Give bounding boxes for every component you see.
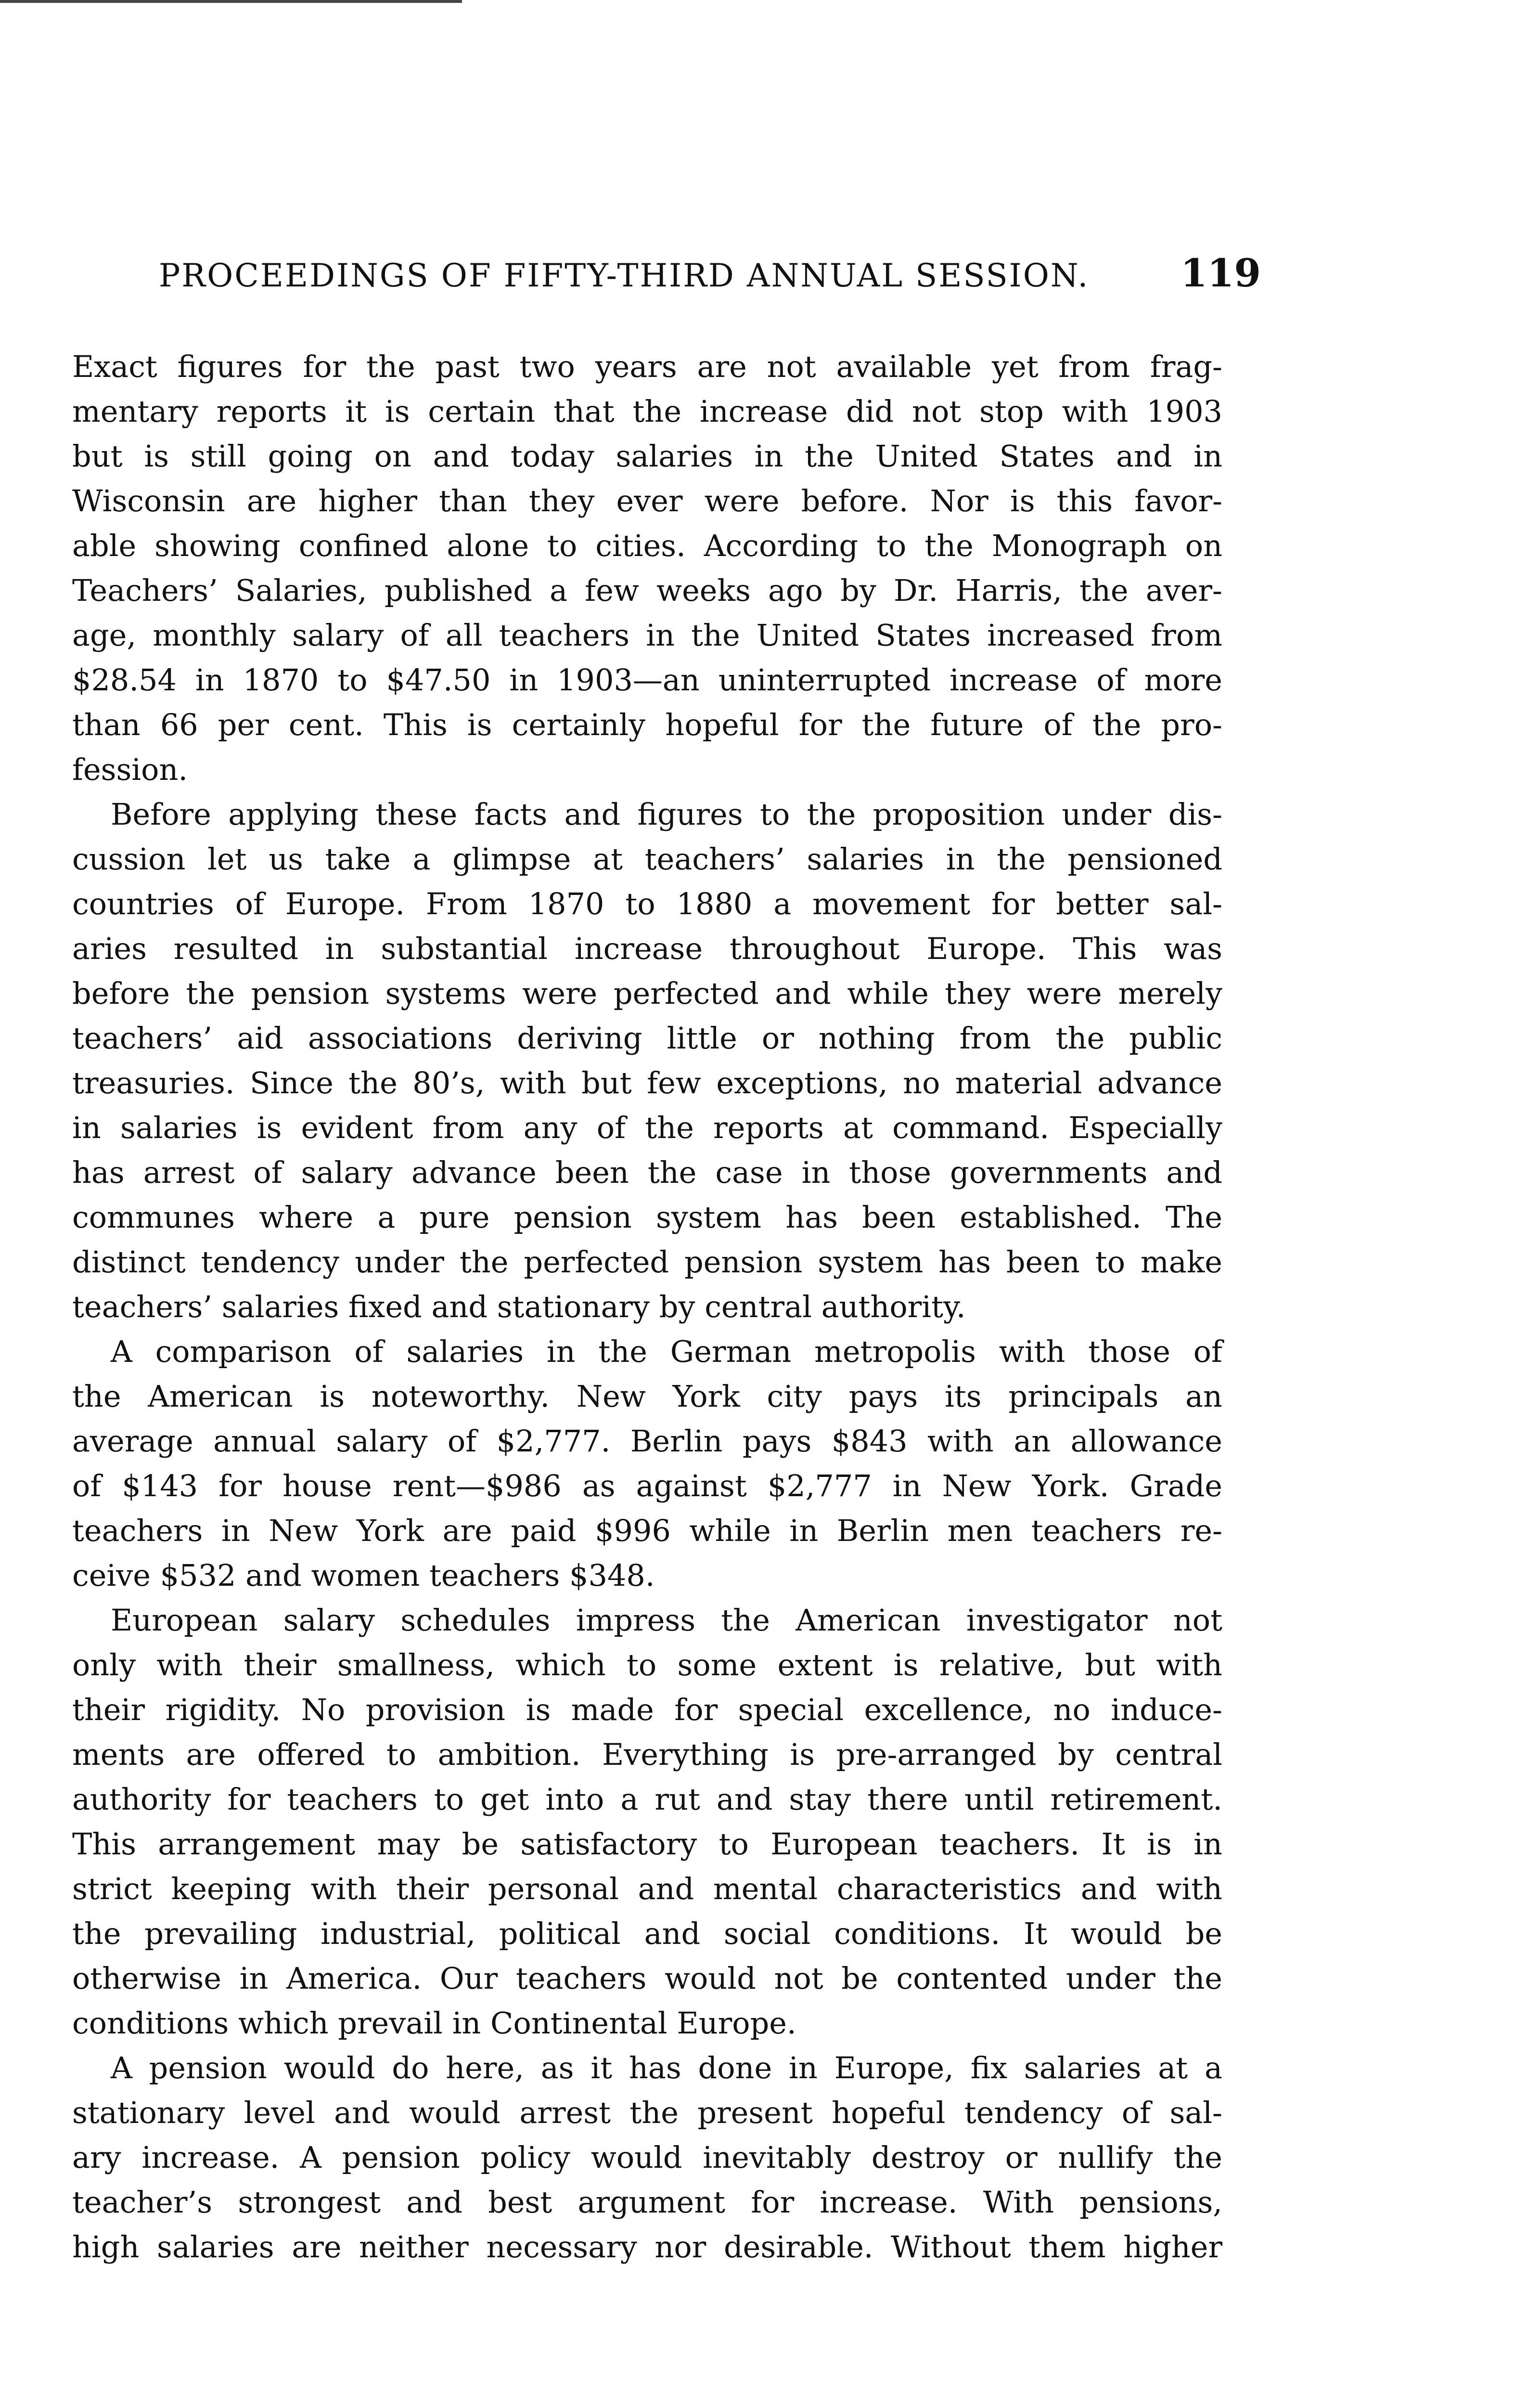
text-line: A comparison of salaries in the German metropolis with those of	[111, 1334, 1222, 1369]
text-line: before the pension systems were perfected and while they were merely	[72, 976, 1222, 1011]
text-line: A pension would do here, as it has done in Europe, fix salaries at a	[111, 2050, 1222, 2085]
text-line: the American is noteworthy. New York city pays its principals an	[72, 1379, 1222, 1414]
text-line: strict keeping with their personal and mental characteristics and with	[72, 1871, 1222, 1906]
text-line: in salaries is evident from any of the reports at command. Especially	[72, 1110, 1222, 1145]
text-line: cussion let us take a glimpse at teachers’ salaries in the pensioned	[72, 841, 1222, 877]
paragraph-3	[72, 1329, 1222, 1598]
text-line: Wisconsin are higher than they ever were before. Nor is this favor-	[72, 483, 1222, 518]
paragraph-2	[72, 792, 1222, 1329]
text-line: Teachers’ Salaries, published a few weeks ago by Dr. Harris, the aver-	[72, 573, 1222, 608]
text-line: fession.	[72, 752, 188, 787]
text-line: of $143 for house rent—$986 as against $2,777 in New York. Grade	[72, 1468, 1222, 1503]
paragraph-4	[72, 1598, 1222, 2045]
text-line: only with their smallness, which to some extent is relative, but with	[72, 1647, 1222, 1682]
text-line: the prevailing industrial, political and social conditions. It would be	[72, 1916, 1222, 1951]
text-line: teachers in New York are paid $996 while in Berlin men teachers re-	[72, 1513, 1222, 1548]
text-line: age, monthly salary of all teachers in the United States increased from	[72, 618, 1222, 653]
text-line: distinct tendency under the perfected pension system has been to make	[72, 1244, 1222, 1280]
text-line: than 66 per cent. This is certainly hopeful for the future of the pro-	[72, 707, 1222, 742]
text-line: has arrest of salary advance been the case in those governments and	[72, 1155, 1222, 1190]
paragraph-5	[72, 2045, 1222, 2269]
text-line: Before applying these facts and figures to the proposition under dis-	[111, 797, 1222, 832]
text-line: This arrangement may be satisfactory to European teachers. It is in	[72, 1826, 1222, 1862]
text-line: countries of Europe. From 1870 to 1880 a movement for better sal-	[72, 886, 1222, 921]
text-line: communes where a pure pension system has been established. The	[72, 1200, 1222, 1235]
text-line: ceive $532 and women teachers $348.	[72, 1558, 655, 1593]
top-rule	[0, 0, 462, 3]
page-number: 119	[1181, 250, 1261, 296]
text-line: ments are offered to ambition. Everything is pre-arranged by central	[72, 1737, 1222, 1772]
text-line: Exact figures for the past two years are not available yet from frag-	[72, 349, 1222, 384]
text-line: teachers’ salaries fixed and stationary by central authority.	[72, 1289, 966, 1324]
text-line: high salaries are neither necessary nor desirable. Without them higher	[72, 2229, 1222, 2265]
text-line: otherwise in America. Our teachers would not be contented under the	[72, 1961, 1222, 1996]
text-line: teachers’ aid associations deriving little or nothing from the public	[72, 1021, 1222, 1056]
text-line: treasuries. Since the 80’s, with but few exceptions, no material advance	[72, 1065, 1222, 1100]
text-line: but is still going on and today salaries in the United States and in	[72, 439, 1222, 474]
body-text	[72, 344, 1222, 2269]
text-line: teacher’s strongest and best argument for increase. With pensions,	[72, 2185, 1222, 2220]
text-line: authority for teachers to get into a rut and stay there until retirement.	[72, 1782, 1222, 1817]
text-line: $28.54 in 1870 to $47.50 in 1903—an uninterrupted increase of more	[72, 662, 1222, 698]
running-head: PROCEEDINGS OF FIFTY-THIRD ANNUAL SESSION.	[159, 257, 1090, 294]
text-line: mentary reports it is certain that the increase did not stop with 1903	[72, 394, 1222, 429]
text-line: European salary schedules impress the American investigator not	[111, 1603, 1222, 1638]
paragraph-1	[72, 344, 1222, 792]
text-line: ary increase. A pension policy would inevitably destroy or nullify the	[72, 2140, 1222, 2175]
text-line: aries resulted in substantial increase throughout Europe. This was	[72, 931, 1222, 966]
text-line: conditions which prevail in Continental Europe.	[72, 2006, 796, 2041]
text-line: their rigidity. No provision is made for special excellence, no induce-	[72, 1692, 1222, 1727]
text-line: able showing confined alone to cities. According to the Monograph on	[72, 528, 1222, 563]
page-header	[159, 250, 1261, 303]
text-line: stationary level and would arrest the present hopeful tendency of sal-	[72, 2095, 1222, 2130]
text-line: average annual salary of $2,777. Berlin pays $843 with an allowance	[72, 1423, 1222, 1459]
